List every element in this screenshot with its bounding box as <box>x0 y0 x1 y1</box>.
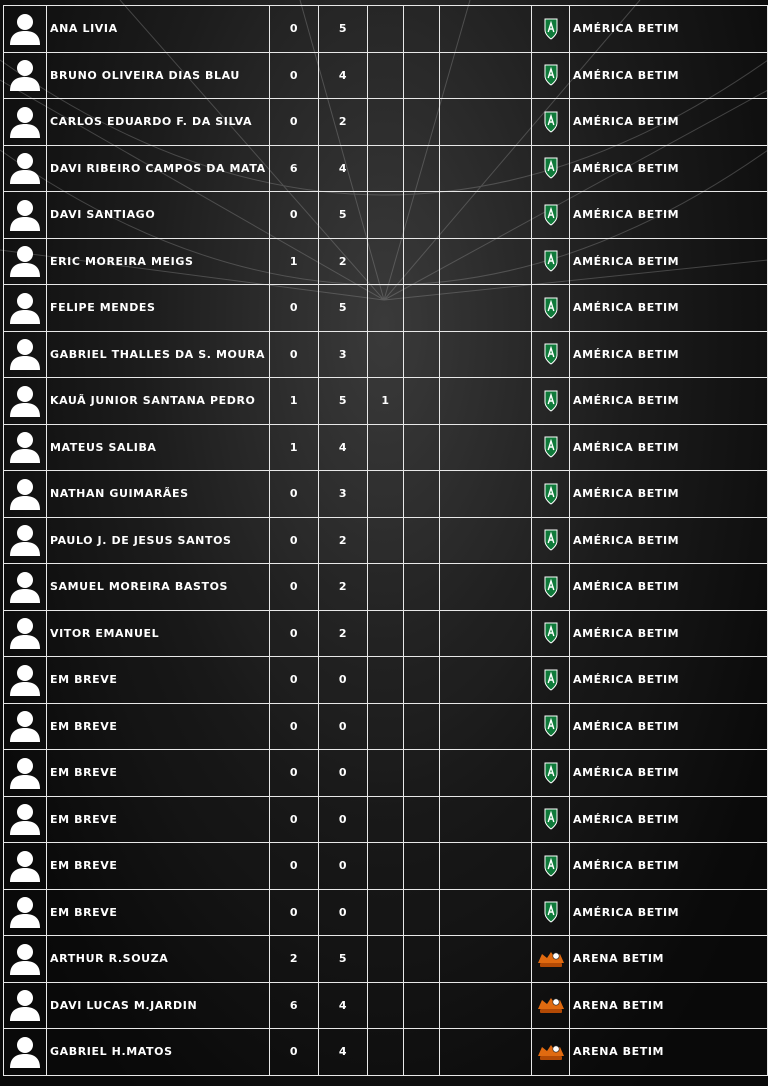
stat-col-1: 0 <box>270 657 319 704</box>
stat-col-2: 4 <box>319 982 368 1029</box>
stat-col-2: 3 <box>319 471 368 518</box>
player-name: CARLOS EDUARDO F. DA SILVA <box>47 99 270 146</box>
stat-col-3 <box>368 52 404 99</box>
america-betim-crest-icon <box>543 669 559 691</box>
stat-col-4 <box>404 99 440 146</box>
user-avatar-icon <box>9 570 41 604</box>
stat-col-5 <box>440 657 532 704</box>
team-logo-cell <box>532 6 570 53</box>
table-row <box>4 750 768 797</box>
stat-col-4 <box>404 424 440 471</box>
stat-col-1: 1 <box>270 424 319 471</box>
team-logo-cell <box>532 378 570 425</box>
stat-col-1: 0 <box>270 99 319 146</box>
player-name: EM BREVE <box>47 703 270 750</box>
stat-col-5 <box>440 796 532 843</box>
stat-col-1: 0 <box>270 610 319 657</box>
team-logo-cell <box>532 564 570 611</box>
stat-col-5 <box>440 6 532 53</box>
stat-col-5 <box>440 889 532 936</box>
stat-col-3 <box>368 238 404 285</box>
team-name: AMÉRICA BETIM <box>570 52 768 99</box>
avatar-cell <box>4 982 47 1029</box>
stat-col-2: 2 <box>319 610 368 657</box>
america-betim-crest-icon <box>543 390 559 412</box>
user-avatar-icon <box>9 709 41 743</box>
team-logo-cell <box>532 982 570 1029</box>
stat-col-3 <box>368 471 404 518</box>
user-avatar-icon <box>9 616 41 650</box>
america-betim-crest-icon <box>543 343 559 365</box>
stat-col-2: 0 <box>319 843 368 890</box>
stat-col-5 <box>440 843 532 890</box>
table-row <box>4 703 768 750</box>
stat-col-2: 5 <box>319 285 368 332</box>
stat-col-5 <box>440 331 532 378</box>
stat-col-3 <box>368 99 404 146</box>
avatar-cell <box>4 424 47 471</box>
avatar-cell <box>4 750 47 797</box>
america-betim-crest-icon <box>543 204 559 226</box>
avatar-cell <box>4 703 47 750</box>
table-row <box>4 378 768 425</box>
user-avatar-icon <box>9 663 41 697</box>
team-logo-cell <box>532 796 570 843</box>
america-betim-crest-icon <box>543 622 559 644</box>
team-name: AMÉRICA BETIM <box>570 889 768 936</box>
team-logo-cell <box>532 424 570 471</box>
stat-col-1: 0 <box>270 192 319 239</box>
stat-col-5 <box>440 145 532 192</box>
player-name: NATHAN GUIMARÃES <box>47 471 270 518</box>
stat-col-3 <box>368 331 404 378</box>
team-name: AMÉRICA BETIM <box>570 657 768 704</box>
avatar-cell <box>4 378 47 425</box>
stat-col-3 <box>368 703 404 750</box>
table-row <box>4 936 768 983</box>
avatar-cell <box>4 889 47 936</box>
team-logo-cell <box>532 1029 570 1076</box>
stat-col-4 <box>404 285 440 332</box>
stat-col-4 <box>404 796 440 843</box>
stat-col-2: 0 <box>319 703 368 750</box>
team-name: AMÉRICA BETIM <box>570 703 768 750</box>
stat-col-3 <box>368 564 404 611</box>
player-name: SAMUEL MOREIRA BASTOS <box>47 564 270 611</box>
player-name: EM BREVE <box>47 796 270 843</box>
user-avatar-icon <box>9 802 41 836</box>
america-betim-crest-icon <box>543 529 559 551</box>
player-name: EM BREVE <box>47 657 270 704</box>
team-logo-cell <box>532 285 570 332</box>
stat-col-1: 0 <box>270 471 319 518</box>
stat-col-2: 4 <box>319 424 368 471</box>
stat-col-4 <box>404 52 440 99</box>
stat-col-1: 0 <box>270 517 319 564</box>
stat-col-2: 2 <box>319 99 368 146</box>
table-row <box>4 610 768 657</box>
table-row <box>4 52 768 99</box>
stat-col-5 <box>440 610 532 657</box>
team-name: AMÉRICA BETIM <box>570 238 768 285</box>
stat-col-3 <box>368 796 404 843</box>
user-avatar-icon <box>9 942 41 976</box>
user-avatar-icon <box>9 105 41 139</box>
avatar-cell <box>4 796 47 843</box>
avatar-cell <box>4 52 47 99</box>
avatar-cell <box>4 192 47 239</box>
team-logo-cell <box>532 99 570 146</box>
america-betim-crest-icon <box>543 157 559 179</box>
team-name: ARENA BETIM <box>570 1029 768 1076</box>
stat-col-2: 4 <box>319 145 368 192</box>
team-logo-cell <box>532 750 570 797</box>
stat-col-5 <box>440 99 532 146</box>
player-name: GABRIEL H.MATOS <box>47 1029 270 1076</box>
table-row <box>4 424 768 471</box>
stat-col-1: 0 <box>270 843 319 890</box>
team-name: AMÉRICA BETIM <box>570 750 768 797</box>
avatar-cell <box>4 1029 47 1076</box>
avatar-cell <box>4 936 47 983</box>
player-name: KAUÃ JUNIOR SANTANA PEDRO <box>47 378 270 425</box>
stat-col-5 <box>440 285 532 332</box>
table-row <box>4 6 768 53</box>
stat-col-3 <box>368 843 404 890</box>
team-logo-cell <box>532 610 570 657</box>
user-avatar-icon <box>9 430 41 464</box>
stat-col-5 <box>440 982 532 1029</box>
team-logo-cell <box>532 331 570 378</box>
player-stats-table <box>3 5 768 1076</box>
player-name: FELIPE MENDES <box>47 285 270 332</box>
table-row <box>4 889 768 936</box>
america-betim-crest-icon <box>543 901 559 923</box>
stat-col-4 <box>404 145 440 192</box>
team-name: ARENA BETIM <box>570 936 768 983</box>
stat-col-1: 0 <box>270 52 319 99</box>
stat-col-5 <box>440 1029 532 1076</box>
stat-col-2: 3 <box>319 331 368 378</box>
stat-col-2: 0 <box>319 796 368 843</box>
america-betim-crest-icon <box>543 762 559 784</box>
team-name: AMÉRICA BETIM <box>570 564 768 611</box>
team-logo-cell <box>532 145 570 192</box>
player-name: ERIC MOREIRA MEIGS <box>47 238 270 285</box>
stat-col-5 <box>440 192 532 239</box>
stat-col-1: 0 <box>270 796 319 843</box>
player-name: EM BREVE <box>47 750 270 797</box>
america-betim-crest-icon <box>543 436 559 458</box>
team-name: AMÉRICA BETIM <box>570 6 768 53</box>
stat-col-1: 1 <box>270 378 319 425</box>
avatar-cell <box>4 6 47 53</box>
player-name: VITOR EMANUEL <box>47 610 270 657</box>
avatar-cell <box>4 610 47 657</box>
arena-betim-crest-icon <box>537 995 565 1015</box>
stat-col-1: 0 <box>270 1029 319 1076</box>
stat-col-2: 0 <box>319 657 368 704</box>
team-name: AMÉRICA BETIM <box>570 517 768 564</box>
america-betim-crest-icon <box>543 483 559 505</box>
stat-col-2: 4 <box>319 1029 368 1076</box>
team-logo-cell <box>532 843 570 890</box>
stat-col-1: 0 <box>270 750 319 797</box>
stat-col-4 <box>404 471 440 518</box>
table-row <box>4 99 768 146</box>
stat-col-2: 4 <box>319 52 368 99</box>
user-avatar-icon <box>9 151 41 185</box>
player-name: ARTHUR R.SOUZA <box>47 936 270 983</box>
stat-col-3 <box>368 750 404 797</box>
america-betim-crest-icon <box>543 64 559 86</box>
stat-col-1: 0 <box>270 564 319 611</box>
table-row <box>4 1029 768 1076</box>
avatar-cell <box>4 145 47 192</box>
stat-col-2: 0 <box>319 750 368 797</box>
user-avatar-icon <box>9 244 41 278</box>
user-avatar-icon <box>9 1035 41 1069</box>
team-logo-cell <box>532 471 570 518</box>
user-avatar-icon <box>9 12 41 46</box>
table-row <box>4 145 768 192</box>
stat-col-3 <box>368 1029 404 1076</box>
stat-col-4 <box>404 331 440 378</box>
stat-col-4 <box>404 517 440 564</box>
stat-col-4 <box>404 750 440 797</box>
america-betim-crest-icon <box>543 111 559 133</box>
america-betim-crest-icon <box>543 576 559 598</box>
stat-col-2: 2 <box>319 564 368 611</box>
player-name: EM BREVE <box>47 843 270 890</box>
america-betim-crest-icon <box>543 715 559 737</box>
stat-col-3: 1 <box>368 378 404 425</box>
stat-col-5 <box>440 564 532 611</box>
table-row <box>4 982 768 1029</box>
user-avatar-icon <box>9 756 41 790</box>
team-name: AMÉRICA BETIM <box>570 285 768 332</box>
avatar-cell <box>4 471 47 518</box>
avatar-cell <box>4 331 47 378</box>
america-betim-crest-icon <box>543 855 559 877</box>
team-logo-cell <box>532 889 570 936</box>
player-name: PAULO J. DE JESUS SANTOS <box>47 517 270 564</box>
arena-betim-crest-icon <box>537 1042 565 1062</box>
stat-col-4 <box>404 703 440 750</box>
team-name: AMÉRICA BETIM <box>570 378 768 425</box>
stat-col-4 <box>404 936 440 983</box>
player-name: DAVI RIBEIRO CAMPOS DA MATA <box>47 145 270 192</box>
table-row <box>4 192 768 239</box>
stat-col-1: 0 <box>270 285 319 332</box>
stat-col-4 <box>404 192 440 239</box>
stat-col-4 <box>404 1029 440 1076</box>
user-avatar-icon <box>9 291 41 325</box>
player-name: MATEUS SALIBA <box>47 424 270 471</box>
team-name: AMÉRICA BETIM <box>570 424 768 471</box>
stat-col-2: 5 <box>319 6 368 53</box>
avatar-cell <box>4 657 47 704</box>
stat-col-2: 5 <box>319 378 368 425</box>
table-row <box>4 285 768 332</box>
user-avatar-icon <box>9 895 41 929</box>
user-avatar-icon <box>9 988 41 1022</box>
table-row <box>4 657 768 704</box>
america-betim-crest-icon <box>543 808 559 830</box>
stat-col-2: 2 <box>319 238 368 285</box>
team-name: ARENA BETIM <box>570 982 768 1029</box>
stat-col-3 <box>368 285 404 332</box>
stat-col-2: 5 <box>319 936 368 983</box>
team-logo-cell <box>532 52 570 99</box>
user-avatar-icon <box>9 198 41 232</box>
team-name: AMÉRICA BETIM <box>570 471 768 518</box>
stat-col-3 <box>368 982 404 1029</box>
stat-col-4 <box>404 238 440 285</box>
stat-col-3 <box>368 889 404 936</box>
stat-col-4 <box>404 378 440 425</box>
team-name: AMÉRICA BETIM <box>570 192 768 239</box>
team-name: AMÉRICA BETIM <box>570 99 768 146</box>
table-row <box>4 843 768 890</box>
stat-col-3 <box>368 145 404 192</box>
avatar-cell <box>4 238 47 285</box>
stat-col-1: 1 <box>270 238 319 285</box>
stat-col-5 <box>440 936 532 983</box>
stat-col-2: 2 <box>319 517 368 564</box>
stat-col-5 <box>440 471 532 518</box>
stat-col-2: 0 <box>319 889 368 936</box>
stat-col-4 <box>404 982 440 1029</box>
stat-col-4 <box>404 657 440 704</box>
player-name: EM BREVE <box>47 889 270 936</box>
team-logo-cell <box>532 703 570 750</box>
user-avatar-icon <box>9 477 41 511</box>
stat-col-5 <box>440 750 532 797</box>
stat-col-5 <box>440 517 532 564</box>
stat-col-4 <box>404 889 440 936</box>
avatar-cell <box>4 564 47 611</box>
stat-col-5 <box>440 703 532 750</box>
player-name: BRUNO OLIVEIRA DIAS BLAU <box>47 52 270 99</box>
stat-col-3 <box>368 610 404 657</box>
user-avatar-icon <box>9 337 41 371</box>
stat-col-4 <box>404 564 440 611</box>
america-betim-crest-icon <box>543 18 559 40</box>
team-logo-cell <box>532 936 570 983</box>
stat-col-1: 0 <box>270 6 319 53</box>
table-row <box>4 471 768 518</box>
stat-col-1: 0 <box>270 331 319 378</box>
stat-col-4 <box>404 843 440 890</box>
table-row <box>4 796 768 843</box>
stat-col-5 <box>440 378 532 425</box>
stat-col-5 <box>440 238 532 285</box>
stat-col-1: 0 <box>270 889 319 936</box>
user-avatar-icon <box>9 849 41 883</box>
table-row <box>4 331 768 378</box>
team-name: AMÉRICA BETIM <box>570 610 768 657</box>
stat-col-1: 6 <box>270 982 319 1029</box>
team-name: AMÉRICA BETIM <box>570 331 768 378</box>
team-name: AMÉRICA BETIM <box>570 145 768 192</box>
table-row <box>4 238 768 285</box>
stat-col-3 <box>368 936 404 983</box>
avatar-cell <box>4 843 47 890</box>
stat-col-1: 0 <box>270 703 319 750</box>
team-logo-cell <box>532 192 570 239</box>
user-avatar-icon <box>9 523 41 557</box>
america-betim-crest-icon <box>543 250 559 272</box>
arena-betim-crest-icon <box>537 949 565 969</box>
stat-col-3 <box>368 6 404 53</box>
stat-col-2: 5 <box>319 192 368 239</box>
player-name: DAVI LUCAS M.JARDIN <box>47 982 270 1029</box>
stat-col-4 <box>404 6 440 53</box>
user-avatar-icon <box>9 384 41 418</box>
stat-col-4 <box>404 610 440 657</box>
team-name: AMÉRICA BETIM <box>570 843 768 890</box>
team-name: AMÉRICA BETIM <box>570 796 768 843</box>
stat-col-3 <box>368 424 404 471</box>
avatar-cell <box>4 517 47 564</box>
table-row <box>4 564 768 611</box>
avatar-cell <box>4 99 47 146</box>
avatar-cell <box>4 285 47 332</box>
user-avatar-icon <box>9 58 41 92</box>
player-name: ANA LIVIA <box>47 6 270 53</box>
team-logo-cell <box>532 517 570 564</box>
stat-col-5 <box>440 52 532 99</box>
team-logo-cell <box>532 238 570 285</box>
stat-col-3 <box>368 517 404 564</box>
stat-col-1: 6 <box>270 145 319 192</box>
table-row <box>4 517 768 564</box>
stat-col-3 <box>368 192 404 239</box>
team-logo-cell <box>532 657 570 704</box>
player-name: GABRIEL THALLES DA S. MOURA <box>47 331 270 378</box>
stat-col-1: 2 <box>270 936 319 983</box>
america-betim-crest-icon <box>543 297 559 319</box>
stat-col-3 <box>368 657 404 704</box>
stat-col-5 <box>440 424 532 471</box>
player-name: DAVI SANTIAGO <box>47 192 270 239</box>
